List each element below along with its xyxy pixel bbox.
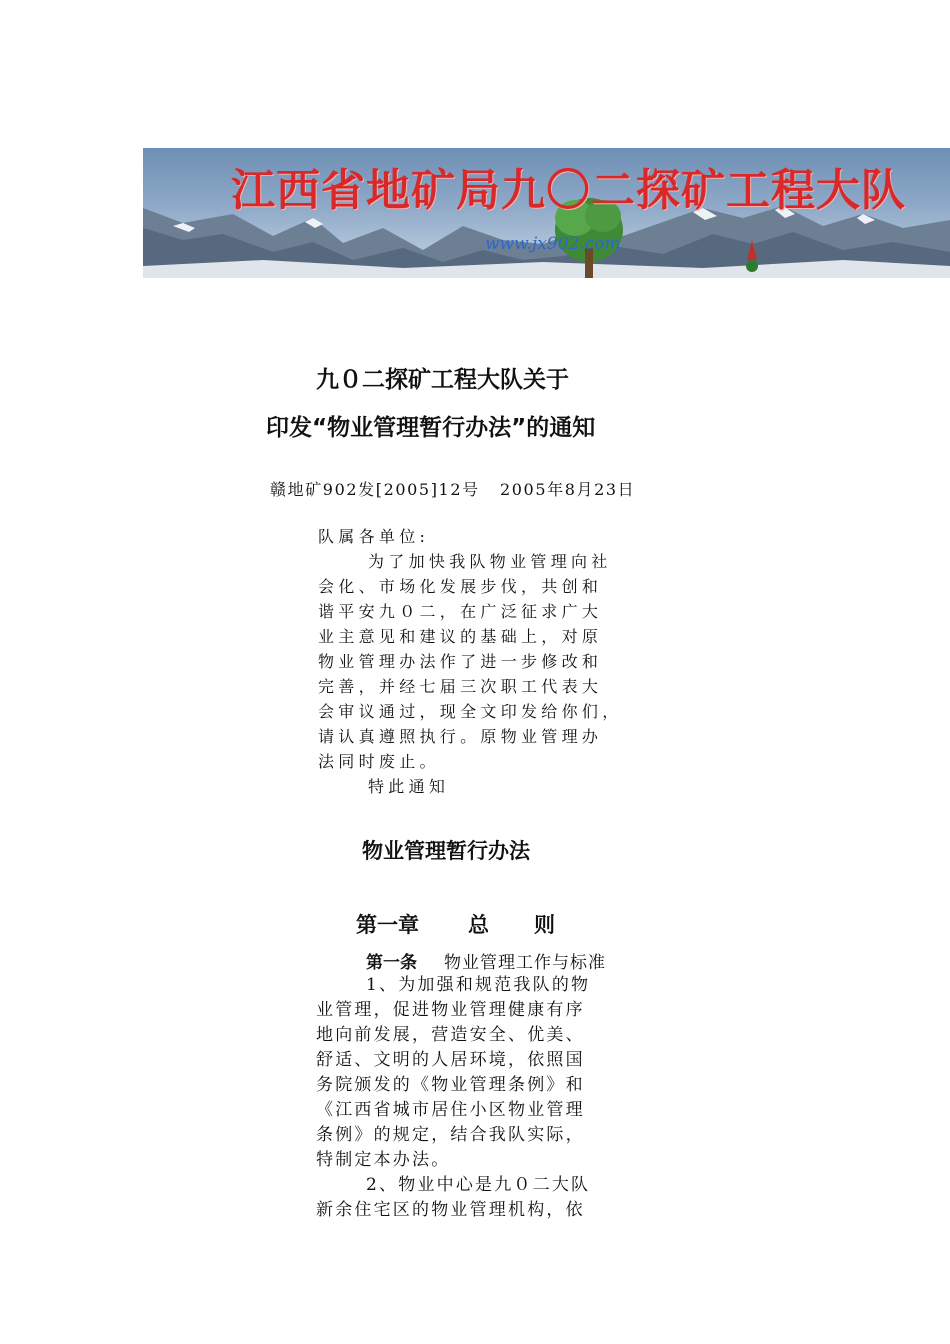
paragraph-line: 1、为加强和规范我队的物: [366, 975, 591, 995]
body-line: 谐平安九０二，在广泛征求广大: [318, 602, 603, 621]
document-date: 2005年8月23日: [500, 480, 636, 499]
body-line: 会化、市场化发展步伐，共创和: [318, 577, 603, 596]
notice-title-line1: 九０二探矿工程大队关于: [316, 367, 569, 393]
body-line: 会审议通过，现全文印发给你们，: [318, 702, 623, 721]
banner-url: www.jx902.com: [485, 234, 621, 254]
body-line: 业主意见和建议的基础上，对原: [318, 627, 603, 646]
body-line: 为了加快我队物业管理向社: [368, 552, 612, 571]
chapter-name-part2: 则: [534, 913, 555, 937]
chapter-name-part1: 总: [468, 913, 489, 937]
paragraph-line: 新余住宅区的物业管理机构，依: [316, 1200, 585, 1220]
body-line: 物业管理办法作了进一步修改和: [318, 652, 603, 671]
body-line: 法同时废止。: [318, 752, 440, 771]
paragraph-line: 条例》的规定，结合我队实际，: [316, 1125, 585, 1145]
header-banner: [143, 148, 950, 278]
chapter-number: 第一章: [356, 913, 419, 937]
body-line: 请认真遵照执行。原物业管理办: [318, 727, 603, 746]
article-label: 第一条: [366, 953, 417, 973]
document-number: 赣地矿902发[2005]12号: [270, 480, 480, 499]
paragraph-line: 《江西省城市居住小区物业管理: [316, 1100, 585, 1120]
paragraph-line: 2、物业中心是九０二大队: [366, 1175, 591, 1195]
salutation: 队属各单位:: [318, 527, 430, 546]
paragraph-line: 地向前发展，营造安全、优美、: [316, 1025, 585, 1045]
paragraph-line: 务院颁发的《物业管理条例》和: [316, 1075, 585, 1095]
regulation-title: 物业管理暂行办法: [362, 839, 530, 863]
paragraph-line: 舒适、文明的人居环境，依照国: [316, 1050, 585, 1070]
body-line: 完善，并经七届三次职工代表大: [318, 677, 603, 696]
article-title: 物业管理工作与标准: [444, 953, 606, 973]
notice-title-line2: 印发“物业管理暂行办法”的通知: [266, 415, 596, 441]
banner-title: 江西省地矿局九〇二探矿工程大队: [231, 165, 906, 216]
paragraph-line: 业管理，促进物业管理健康有序: [316, 1000, 585, 1020]
paragraph-line: 特制定本办法。: [316, 1150, 451, 1170]
closing-text: 特此通知: [368, 777, 450, 796]
